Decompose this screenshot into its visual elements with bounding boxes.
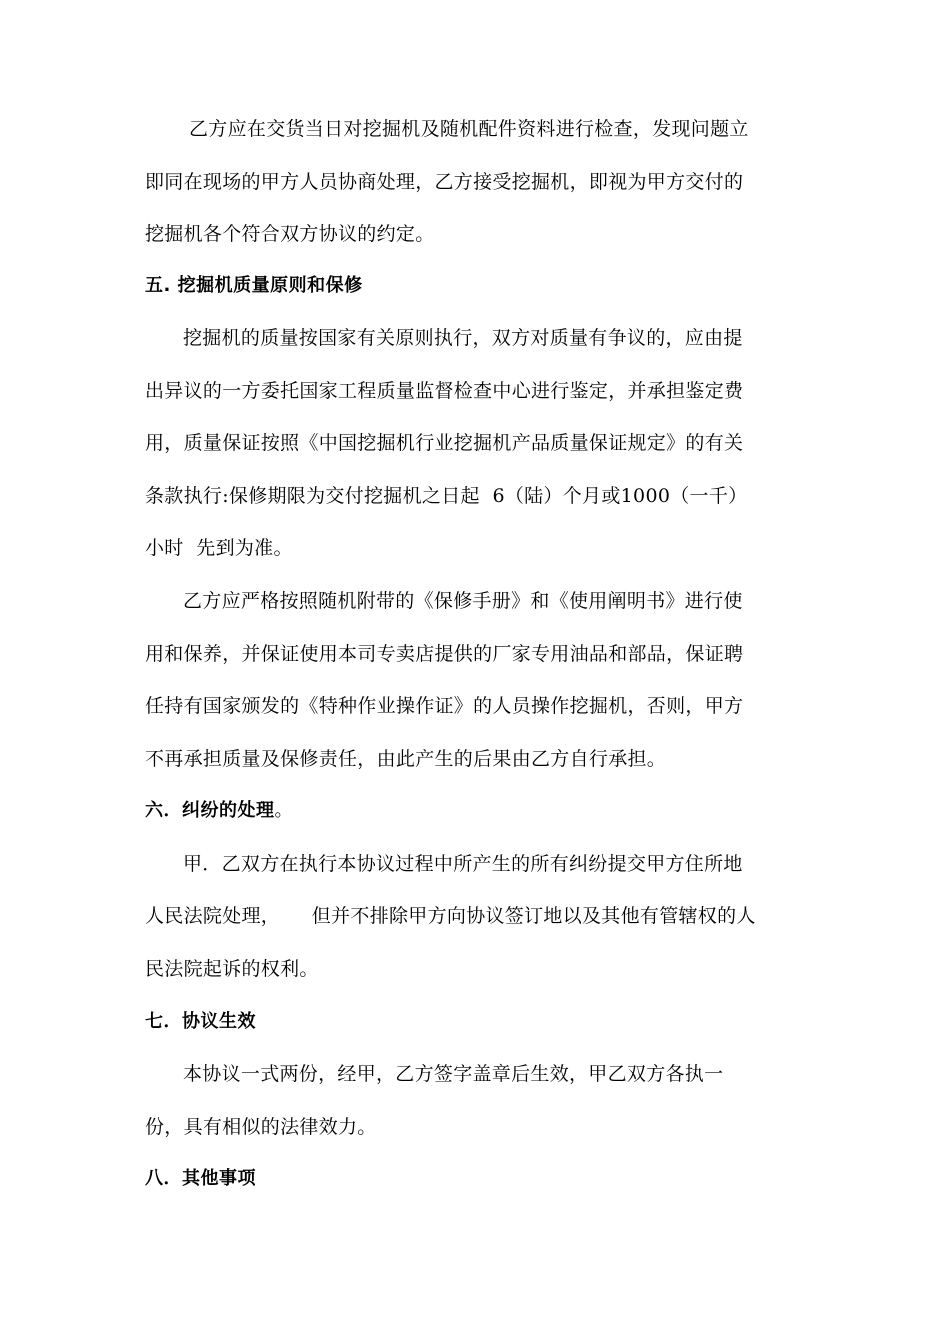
paragraph-line: 民法院起诉的权利。 bbox=[145, 958, 319, 980]
paragraph-line: 乙方应在交货当日对挖掘机及随机配件资料进行检查，发现问题立 bbox=[189, 118, 749, 140]
paragraph-line: 本协议一式两份，经甲，乙方签字盖章后生效，甲乙双方各执一 bbox=[183, 1063, 724, 1085]
paragraph-line: 人民法院处理， 但并不排除甲方向协议签订地以及其他有管辖权的人 bbox=[145, 905, 756, 927]
paragraph-line: 任持有国家颁发的《特种作业操作证》的人员操作挖掘机，否则，甲方 bbox=[145, 695, 744, 717]
section-heading bbox=[145, 799, 293, 823]
paragraph-line: 甲．乙双方在执行本协议过程中所产生的所有纠纷提交甲方住所地 bbox=[183, 853, 743, 875]
section-heading-text: 六．纠纷的处理 bbox=[145, 800, 275, 821]
paragraph-line: 小时 先到为准。 bbox=[145, 537, 293, 559]
section-heading: 八．其他事项 bbox=[145, 1168, 256, 1189]
section-heading: 五. 挖掘机质量原则和保修 bbox=[145, 275, 363, 296]
paragraph-line: 份，具有相似的法律效力。 bbox=[145, 1116, 377, 1138]
paragraph-line: 用，质量保证按照《中国挖掘机行业挖掘机产品质量保证规定》的有关 bbox=[145, 432, 744, 454]
section-heading-punctuation: 。 bbox=[274, 800, 293, 821]
paragraph-line: 不再承担质量及保修责任，由此产生的后果由乙方自行承担。 bbox=[145, 748, 667, 770]
paragraph-line: 乙方应严格按照随机附带的《保修手册》和《使用阐明书》进行使 bbox=[183, 590, 743, 612]
paragraph-line: 即同在现场的甲方人员协商处理，乙方接受挖掘机，即视为甲方交付的 bbox=[145, 171, 744, 193]
paragraph-line: 出异议的一方委托国家工程质量监督检查中心进行鉴定，并承担鉴定费 bbox=[145, 380, 744, 402]
paragraph-line: 条款执行:保修期限为交付挖掘机之日起 6（陆）个月或1000（一千） bbox=[145, 485, 748, 507]
paragraph-line: 挖掘机的质量按国家有关原则执行，双方对质量有争议的，应由提 bbox=[183, 327, 743, 349]
section-heading: 七．协议生效 bbox=[145, 1011, 256, 1032]
paragraph-line: 用和保养，并保证使用本司专卖店提供的厂家专用油品和部品，保证聘 bbox=[145, 643, 744, 665]
paragraph-line: 挖掘机各个符合双方协议的约定。 bbox=[145, 223, 435, 245]
